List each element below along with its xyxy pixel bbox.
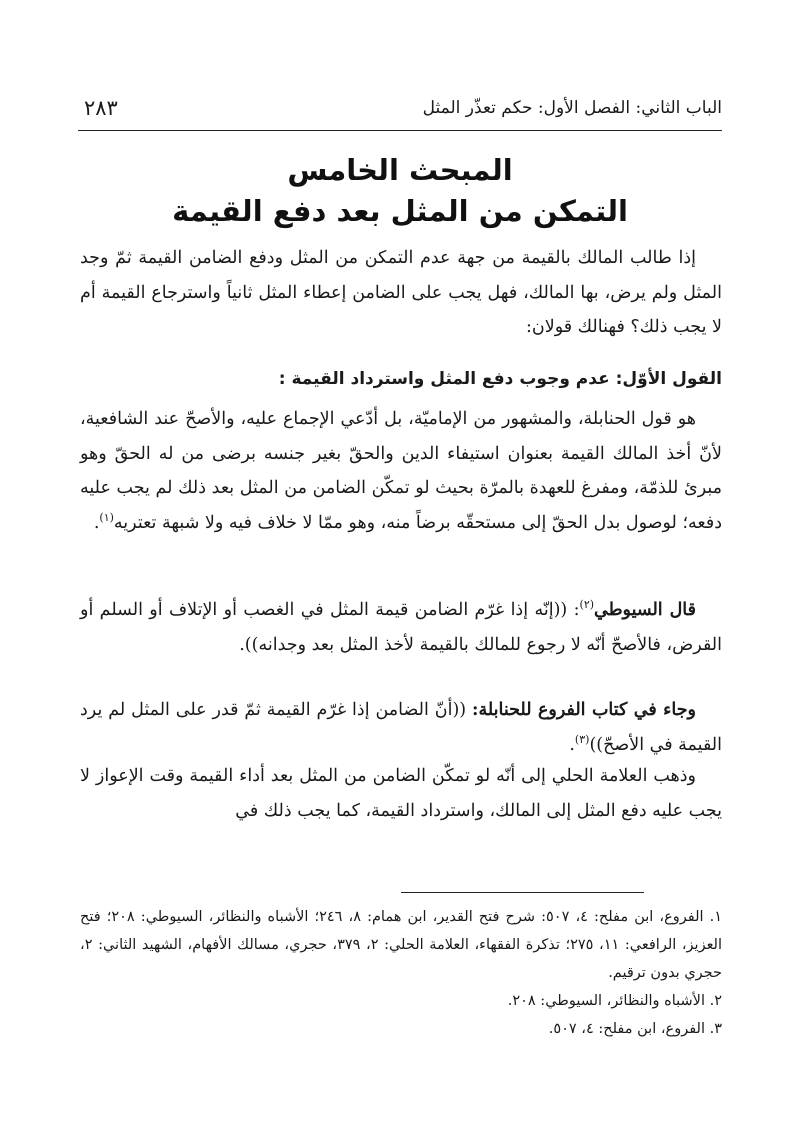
first-view-end: . bbox=[93, 512, 100, 533]
page-number: ٢٨٣ bbox=[84, 96, 118, 120]
first-view-subheading: القول الأوّل: عدم وجوب دفع المثل واسترداد القيمة : bbox=[278, 369, 722, 389]
hilli-paragraph: وذهب العلامة الحلي إلى أنّه لو تمكّن الضامن من المثل بعد أداء القيمة وقت الإعواز لا يجب عليه دفع المثل إلى المالك، واسترداد القيمة، كما يجب ذلك في bbox=[80, 766, 722, 821]
footnote-ref-2: (٢) bbox=[579, 598, 595, 612]
footnote-ref-1: (١) bbox=[99, 510, 114, 524]
footnote-2: ٢. الأشباه والنظائر، السيوطي: ٢٠٨. bbox=[507, 993, 722, 1009]
intro-paragraph: إذا طالب المالك بالقيمة من جهة عدم التمكن من المثل ودفع الضامن القيمة ثمّ وجد المثل ولم يرض، بها المالك، فهل يجب على الضامن إعطاء المثل ثانياً واسترجاع القيمة أم لا يجب ذلك؟ فهنالك قولان: bbox=[80, 248, 722, 337]
furu-paragraph bbox=[80, 693, 722, 762]
section-subtitle: التمكن من المثل بعد دفع القيمة bbox=[172, 194, 628, 228]
suyuti-paragraph bbox=[80, 593, 722, 662]
furu-end: . bbox=[569, 734, 575, 755]
suyuti-lead: قال السيوطي bbox=[594, 600, 696, 620]
suyuti-quote: : ((إنّه إذا غرّم الضامن قيمة المثل في الغصب أو الإتلاف أو السلم أو القرض، فالأصحّ أنّه لا رجوع للمالك بالقيمة لأخذ المثل بعد وجدانه)). bbox=[80, 600, 722, 655]
running-header bbox=[78, 96, 722, 130]
first-view-text: هو قول الحنابلة، والمشهور من الإماميّة، بل أدّعي الإجماع عليه، والأصحّ عند الشافعية، لأنّ أخذ المالك القيمة بعنوان استيفاء الدين والحقّ بغير جنسه برضى من له الحقّ وهو مبرئ للذمّة، ومفرغ للعهدة بالمرّة بحيث لو تمكّن الضامن من المثل بعد ذلك لم يجب عليه دفعه؛ لوصول بدل الحقّ إلى مستحقّه برضاً منه، وهو ممّا لا خلاف فيه ولا شبهة تعتريه bbox=[80, 409, 722, 533]
footnote-1: ١. الفروع، ابن مفلح: ٤، ٥٠٧: شرح فتح القدير، ابن همام: ٨، ٢٤٦؛ الأشباه والنظائر، السيوطي: ٢٠٨؛ فتح العزيز، الرافعي: ١١، ٢٧٥؛ تذكرة الفقهاء، العلامة الحلي: ٢، ٣٧٩، حجري، مسالك الأفهام، الشهيد الثاني: ٢، حجري بدون ترقيم. bbox=[80, 909, 723, 981]
furu-lead: وجاء في كتاب الفروع للحنابلة: bbox=[471, 700, 696, 720]
footnote-separator bbox=[401, 892, 644, 893]
running-title: الباب الثاني: الفصل الأول: حكم تعذّر المثل bbox=[422, 98, 722, 118]
footnotes bbox=[80, 903, 722, 1043]
section-heading: المبحث الخامس bbox=[287, 153, 513, 187]
furu-quote: ((أنّ الضامن إذا غرّم القيمة ثمّ قدر على المثل لم يرد القيمة في الأصحّ)) bbox=[80, 700, 722, 755]
header-rule bbox=[78, 130, 722, 131]
footnote-3: ٣. الفروع، ابن مفلح: ٤، ٥٠٧. bbox=[548, 1021, 722, 1037]
first-view-paragraph bbox=[80, 402, 722, 540]
footnote-ref-3: (٣) bbox=[574, 732, 590, 746]
